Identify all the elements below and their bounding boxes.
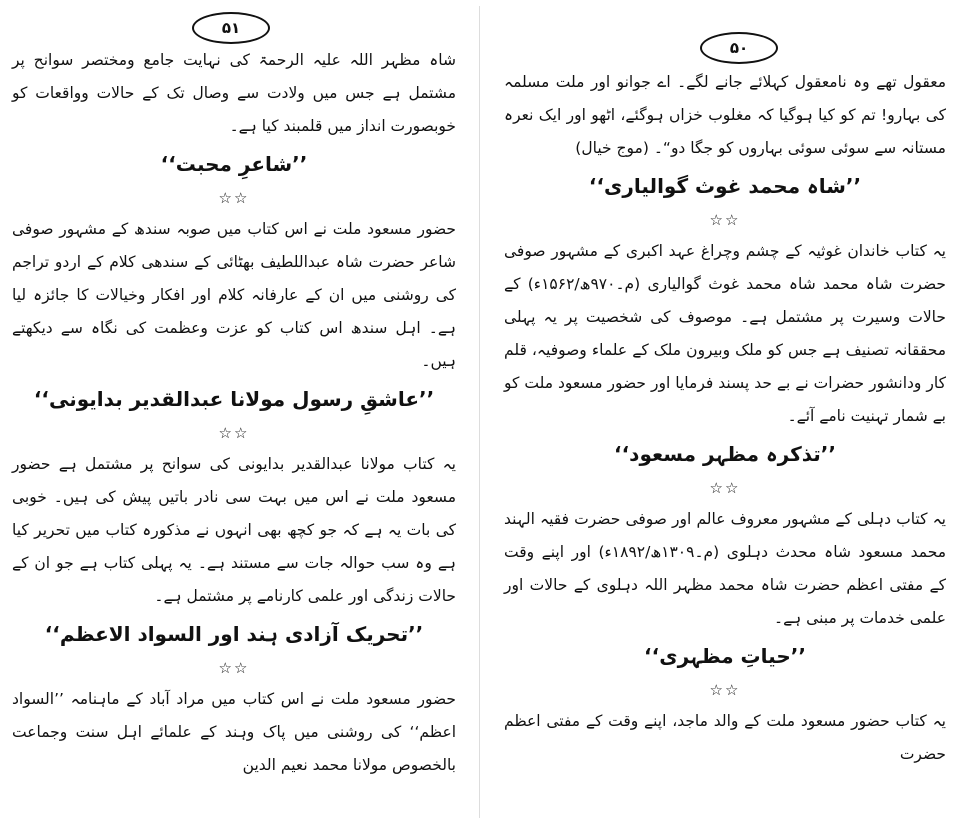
section-paragraph: حضور مسعود ملت نے اس کتاب میں صوبہ سندھ کے مشہور صوفی شاعر حضرت شاہ عبداللطیف بھٹائی کے سندھی کلام کے اردو تراجم کی روشنی میں ان کے عارفانہ کلام اور افکار وخیالات کا جائزہ لیا ہے۔ اہل سندھ اس کتاب کو عزت وعظمت کی نگاہ سے دیکھتے ہیں۔ xyxy=(12,220,456,370)
left-page xyxy=(0,0,470,824)
left-intro-paragraph: شاہ مظہر اللہ علیہ الرحمۃ کی نہایت جامع ومختصر سوانح پر مشتمل ہے جس میں ولادت سے وصال تک کے حالات وواقعات کو خوبصورت انداز میں قلمبند کیا ہے۔ xyxy=(12,51,456,135)
section-paragraph: یہ کتاب خاندان غوثیہ کے چشم وچراغ عہد اکبری کے مشہور صوفی حضرت شاہ محمد شاہ محمد غوث گوالیاری (م۔۹۷۰ھ/۱۵۶۲ء) کے حالات وسیرت پر مشتمل ہے۔ موصوف کی شخصیت پر یہ پہلی محققانہ تصنیف ہے جس کو ملک وبیرون ملک کے علماء وصوفیہ، قلم کار ودانشور حضرات نے بے حد پسند فرمایا اور حضور مسعود ملت کو بے شمار تہنیت نامے آئے۔ xyxy=(504,242,946,425)
section-paragraph: یہ کتاب مولانا عبدالقدیر بدایونی کی سوانح پر مشتمل ہے حضور مسعود ملت نے اس میں بہت سی نادر باتیں پیش کی ہیں۔ خوبی کی بات یہ ہے کہ جو کچھ بھی انہوں نے مذکورہ کتاب میں تحریر کیا ہے وہ سب حوالہ جات سے مستند ہے۔ یہ پہلی کتاب ہے جو ان کے حالات زندگی اور علمی کارنامے پر مشتمل ہے۔ xyxy=(12,455,456,605)
section-paragraph: یہ کتاب حضور مسعود ملت کے والد ماجد، اپنے وقت کے مفتی اعظم حضرت xyxy=(504,712,946,763)
right-intro-paragraph xyxy=(504,66,946,165)
star-ornament: ☆☆ xyxy=(218,424,250,442)
section-heading: ’’تذکرہ مظہر مسعود‘‘ xyxy=(613,442,837,466)
section-paragraph: یہ کتاب دہلی کے مشہور معروف عالم اور صوفی حضرت فقیہ الہند محمد مسعود شاہ محدث دہلوی (م۔۱۳۰۹ھ/۱۸۹۲ء) اور اپنے وقت کے مفتی اعظم حضرت شاہ محمد مظہر اللہ دہلوی کے حالات اور علمی خدمات پر مبنی ہے۔ xyxy=(504,510,946,627)
section-heading: ’’عاشقِ رسول مولانا عبدالقدیر بدایونی‘‘ xyxy=(33,387,435,411)
section-heading: ’’شاہ محمد غوث گوالیاری‘‘ xyxy=(588,174,862,198)
section-heading: ’’تحریک آزادی ہند اور السواد الاعظم‘‘ xyxy=(44,622,424,646)
star-ornament: ☆☆ xyxy=(218,659,250,677)
section-heading: ’’شاعرِ محبت‘‘ xyxy=(160,152,308,176)
star-ornament: ☆☆ xyxy=(709,681,741,699)
star-ornament: ☆☆ xyxy=(709,479,741,497)
page-gutter xyxy=(479,6,480,818)
section-paragraph: حضور مسعود ملت نے اس کتاب میں مراد آباد کے ماہنامہ ’’السواد اعظم‘‘ کی روشنی میں پاک وہند کے علمائے اہل سنت وجماعت بالخصوص مولانا محمد نعیم الدین xyxy=(12,690,456,774)
star-ornament: ☆☆ xyxy=(218,189,250,207)
right-page-number: ۵۰ xyxy=(700,32,778,64)
intro-text: معقول تھے وہ نامعقول کہلائے جانے لگے۔ اے جوانو اور ملت مسلمہ کی بہارو! تم کو کیا ہوگیا کہ مغلوب خزاں ہوگئے، اٹھو اور ایک نعرہ مستانہ سے سوئی سوئی بہاروں کو جگا دو“۔ xyxy=(504,73,946,157)
left-page-number: ۵۱ xyxy=(192,12,270,44)
section-heading: ’’حیاتِ مظہری‘‘ xyxy=(644,644,806,668)
intro-source: (موج خیال) xyxy=(575,139,649,157)
right-page xyxy=(488,0,960,824)
star-ornament: ☆☆ xyxy=(709,211,741,229)
